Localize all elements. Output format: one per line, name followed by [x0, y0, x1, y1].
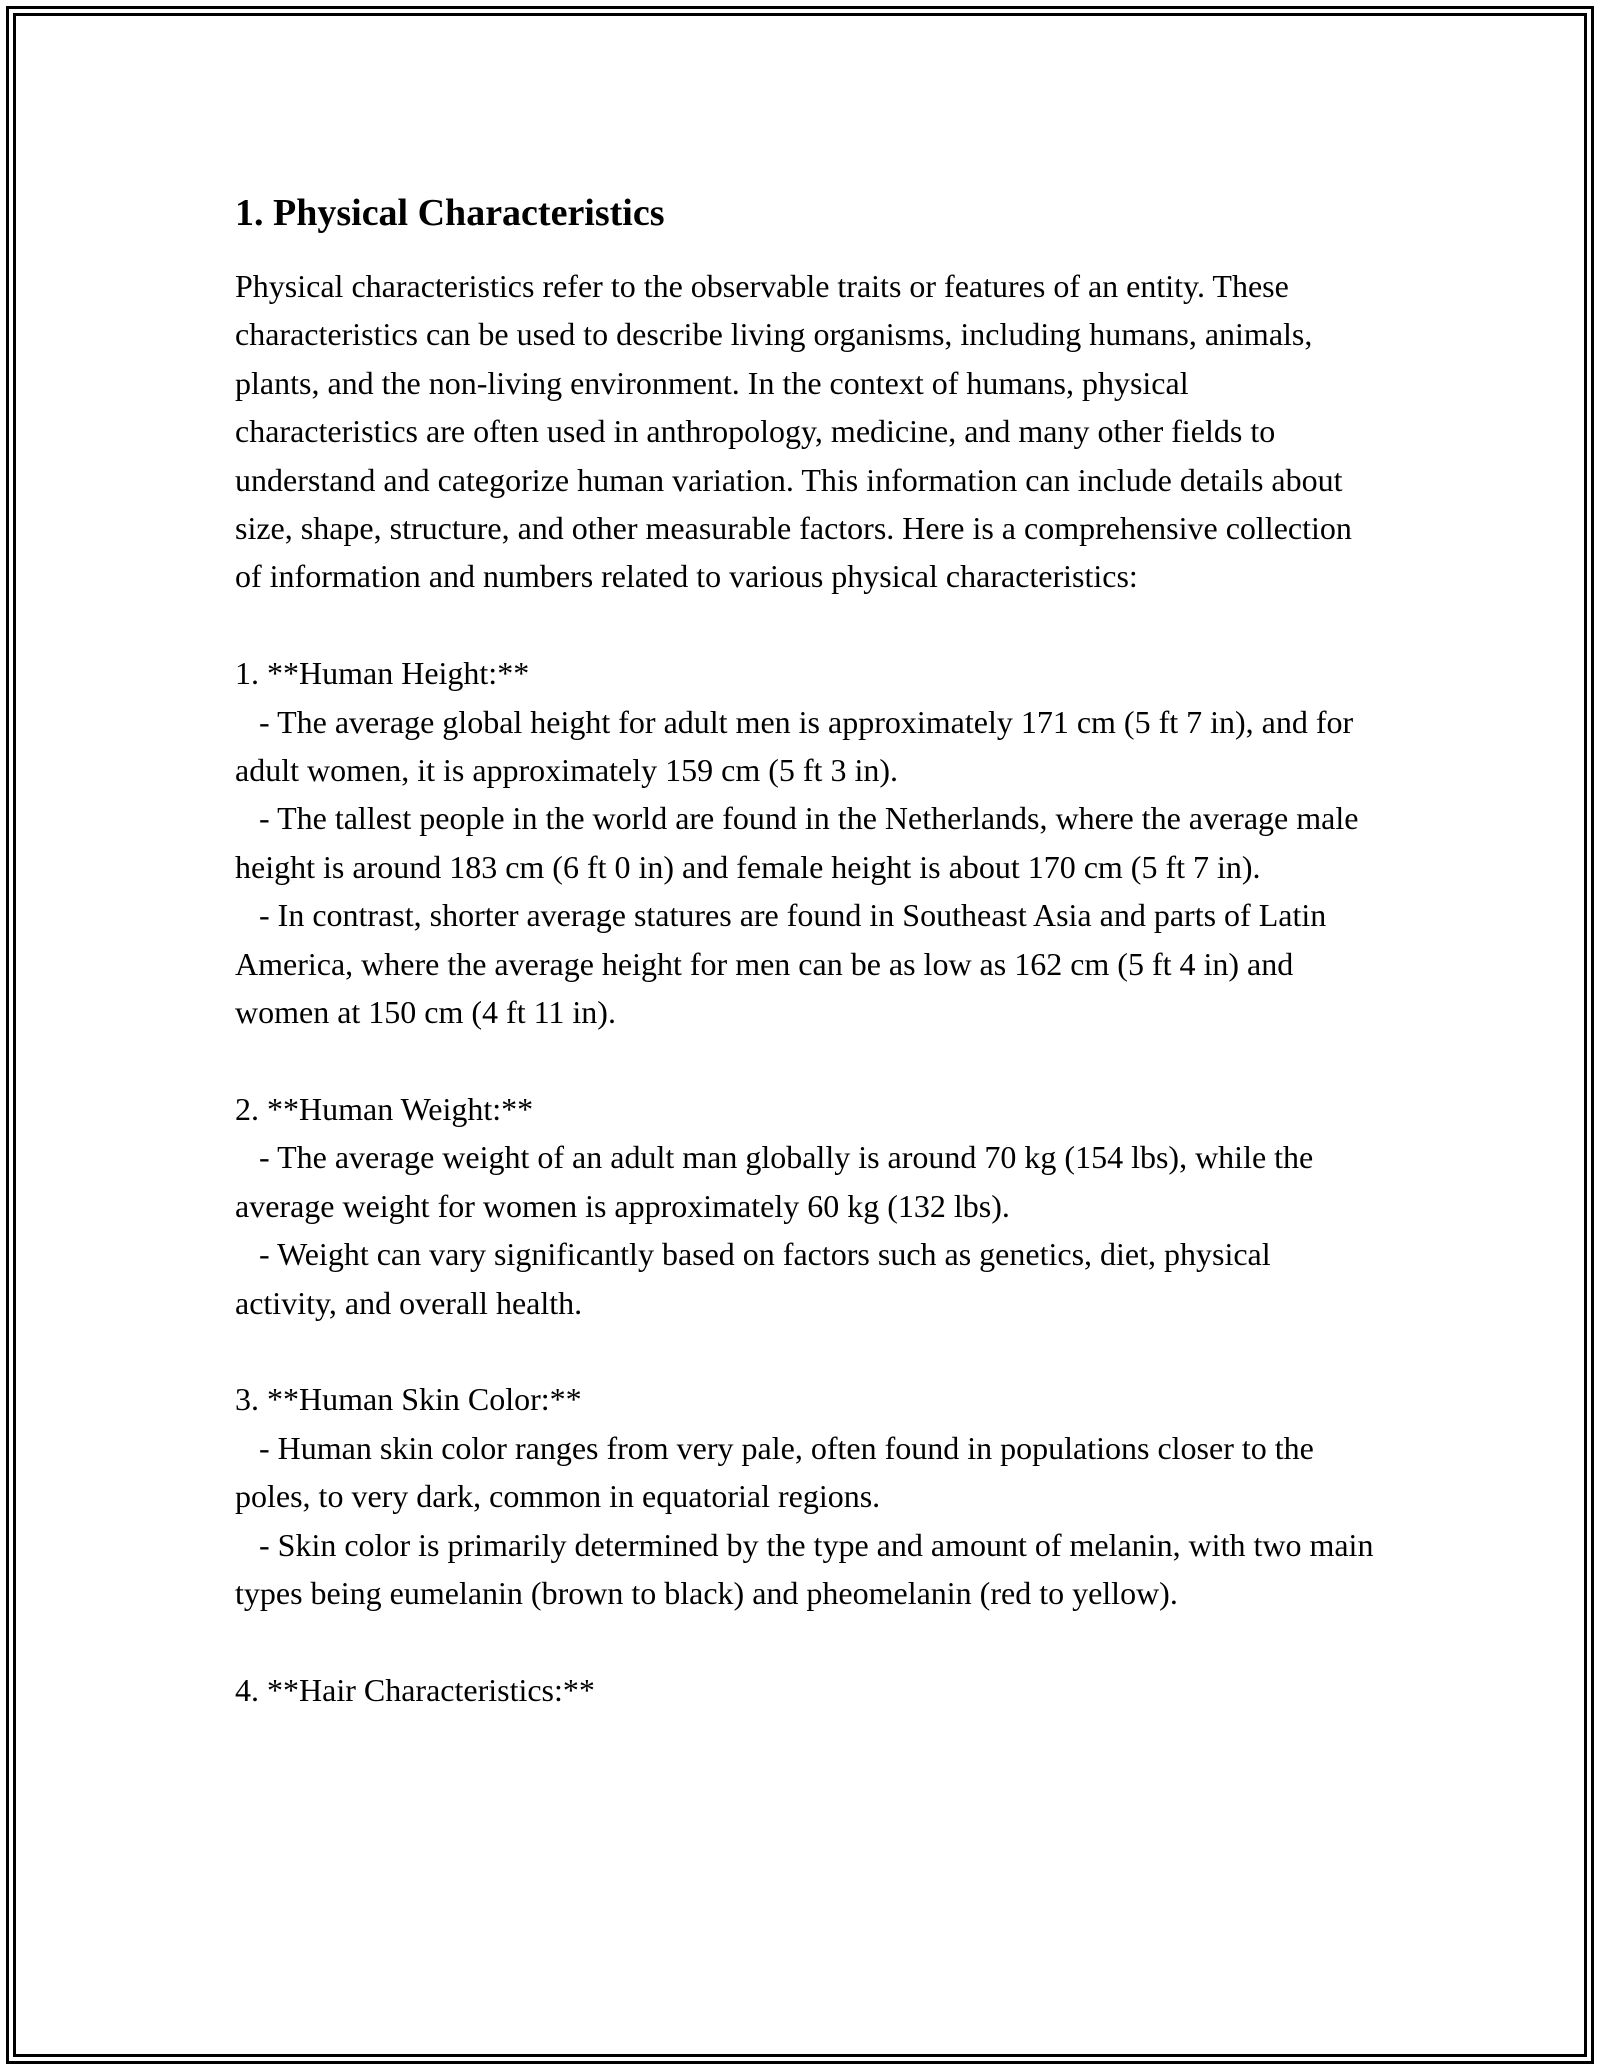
section-bullet: - Skin color is primarily determined by the type and amount of melanin, with two main types being eumelanin (brown to black) and pheomelanin (red to yellow).: [235, 1526, 1382, 1611]
section-bullet: - The average weight of an adult man globally is around 70 kg (154 lbs), while the average weight for women is approximately 60 kg (132 lbs).: [235, 1139, 1322, 1224]
section-hair-characteristics: [235, 1666, 1375, 1714]
section-heading: 3. **Human Skin Color:**: [235, 1381, 582, 1418]
section-human-skin-color: [235, 1375, 1382, 1617]
section-human-height: [235, 649, 1375, 1036]
section-human-weight: [235, 1085, 1375, 1327]
intro-paragraph: Physical characteristics refer to the observable traits or features of an entity. These characteristics can be used to describe living organisms, including humans, animals, plants, and the non-living environment. In the context of humans, physical characteristics are often used in anthropology, medicine, and many other fields to understand and categorize human variation. This information can include details about size, shape, structure, and other measurable factors. Here is a comprehensive collection of information and numbers related to various physical characteristics:: [235, 268, 1360, 595]
section-heading: 4. **Hair Characteristics:**: [235, 1671, 595, 1708]
section-heading: 2. **Human Weight:**: [235, 1090, 534, 1127]
section-bullet: - Human skin color ranges from very pale, often found in populations closer to the poles, to very dark, common in equatorial regions.: [235, 1429, 1322, 1515]
section-bullet: - Weight can vary significantly based on factors such as genetics, diet, physical activity, and overall health.: [235, 1236, 1279, 1321]
document-body: [235, 184, 1382, 1714]
section-heading: 1. **Human Height:**: [235, 655, 530, 692]
section-bullet: - In contrast, shorter average statures are found in Southeast Asia and parts of Latin America, where the average height for men can be as low as 162 cm (5 ft 4 in) and women at 150 cm (4 ft 11 in).: [235, 897, 1333, 1031]
section-bullet: - The average global height for adult men is approximately 171 cm (5 ft 7 in), and for adult women, it is approximately 159 cm (5 ft 3 in).: [235, 703, 1362, 789]
section-bullet: - The tallest people in the world are found in the Netherlands, where the average male height is around 183 cm (6 ft 0 in) and female height is about 170 cm (5 ft 7 in).: [235, 800, 1367, 885]
document-title: 1. Physical Characteristics: [235, 192, 665, 234]
